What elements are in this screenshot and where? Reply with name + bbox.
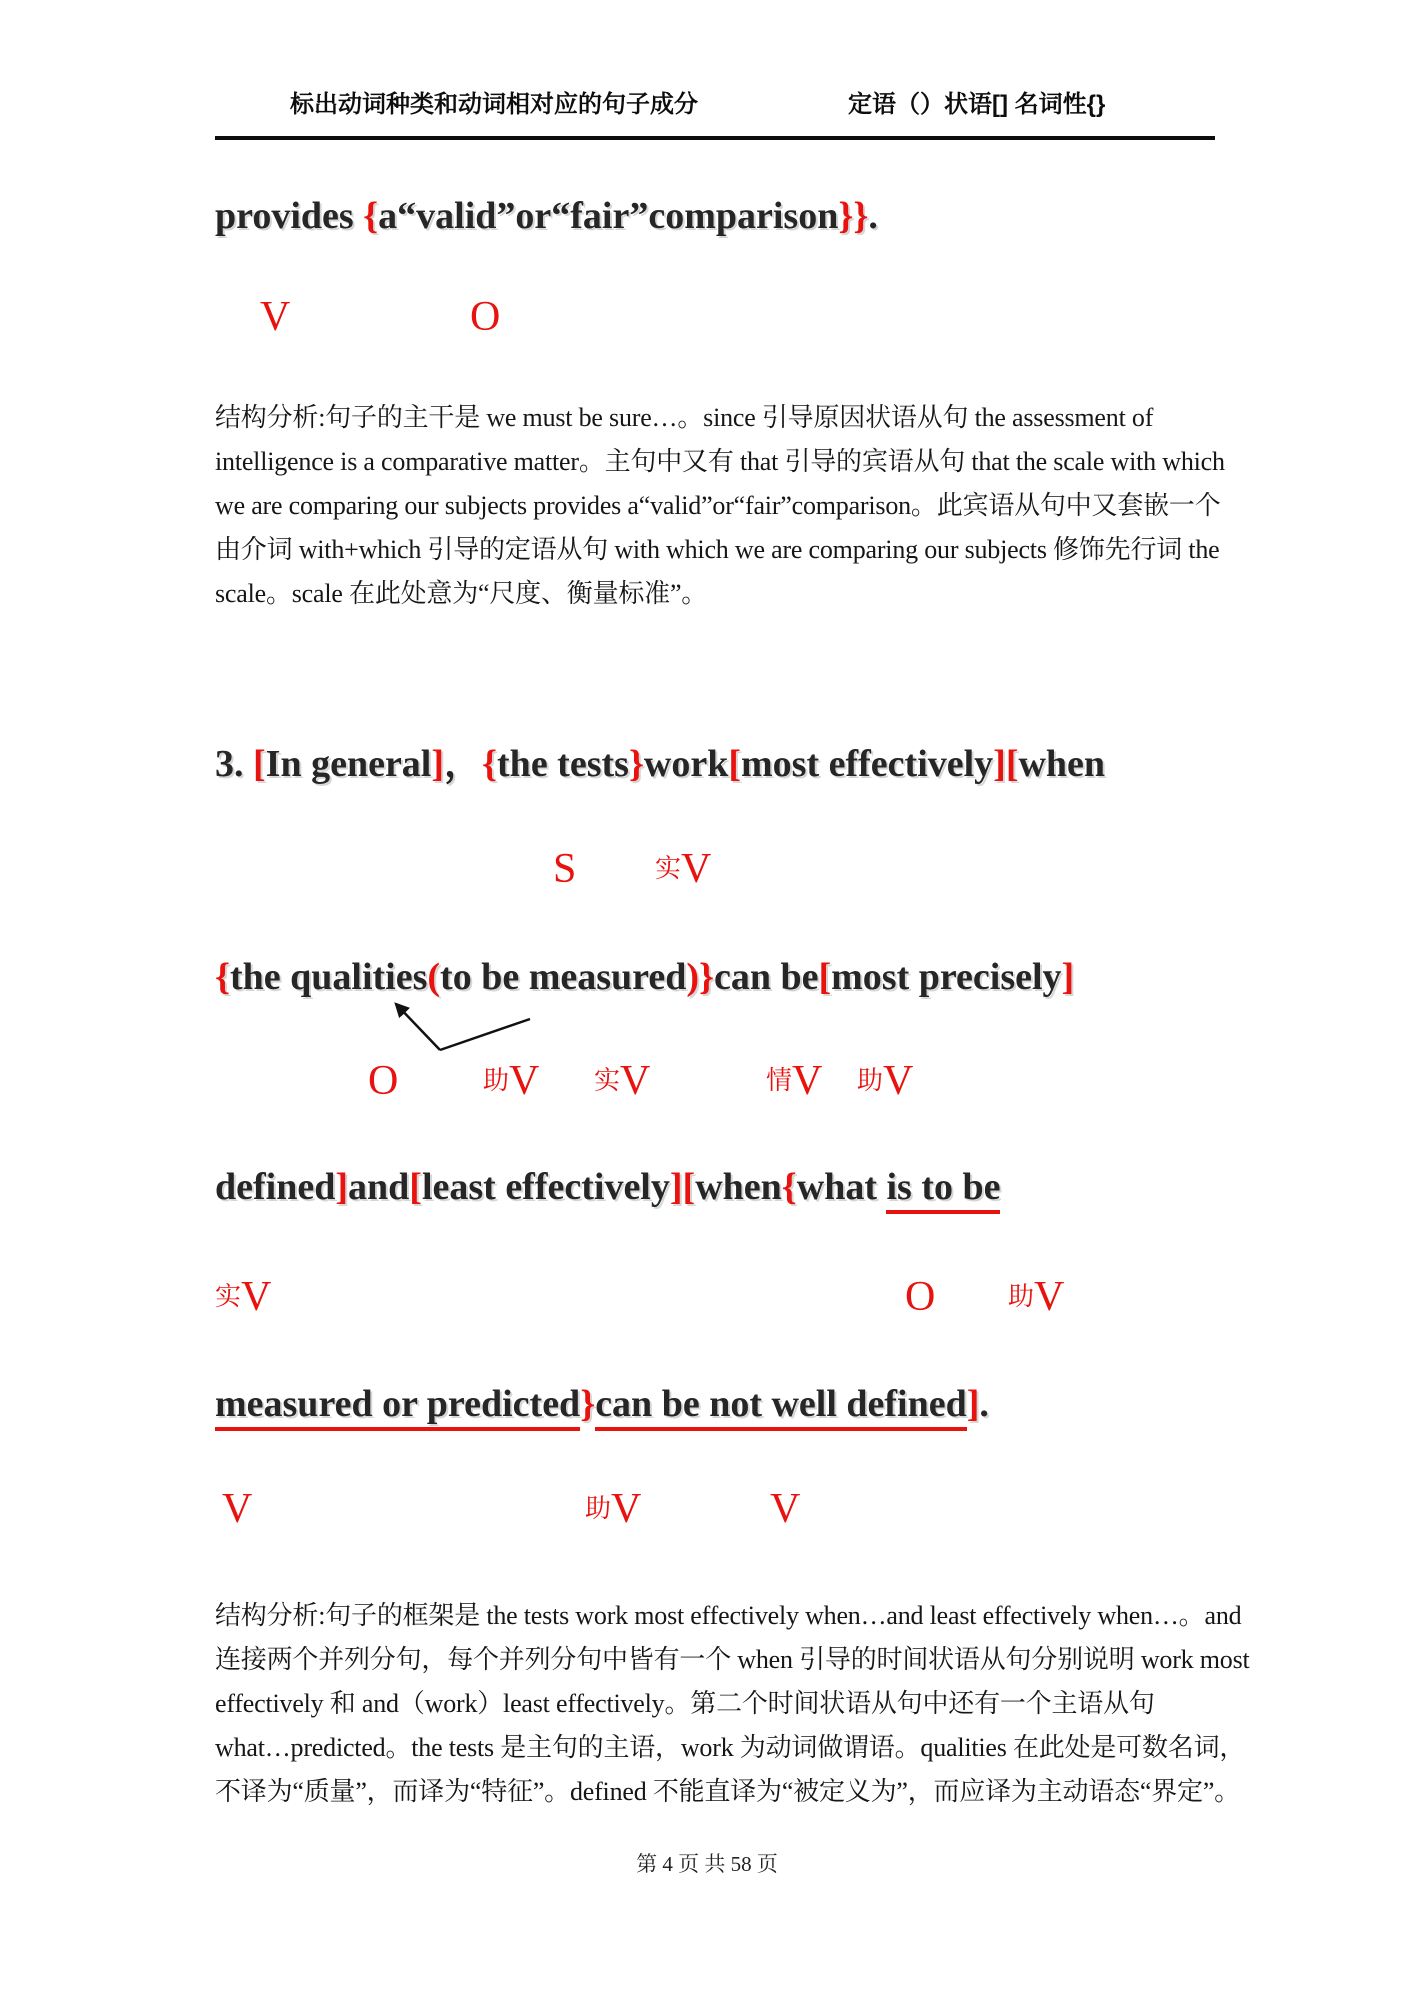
annotation-row-5 (0, 1488, 1414, 1538)
text-segment: V (509, 1058, 540, 1104)
text-segment: [ (682, 1166, 696, 1208)
sentence-line-3-3 (215, 1165, 1000, 1211)
text-segment: ] (669, 1166, 683, 1208)
footer-page-number: 第 4 页 共 58 页 (636, 1852, 778, 1876)
text-segment: ] (993, 743, 1006, 785)
annotation-v (222, 1488, 252, 1530)
text-segment: 3. (215, 743, 253, 785)
text-segment: V (620, 1058, 651, 1104)
text-segment: provides (215, 195, 364, 237)
text-segment: V (883, 1058, 914, 1104)
analysis-line: 连接两个并列分句，每个并列分句中皆有一个 when 引导的时间状语从句分别说明 work most (215, 1645, 1250, 1674)
sentence-line-3-1 (215, 742, 1105, 788)
text-segment: 助 (483, 1066, 510, 1095)
text-segment: } (580, 1383, 596, 1425)
text-segment: } (628, 743, 644, 785)
text-segment: ] (1061, 956, 1075, 998)
text-segment: }} (838, 195, 869, 237)
text-segment: { (482, 743, 498, 785)
text-segment: 实 (215, 1282, 242, 1311)
analysis-line: 结构分析:句子的框架是 the tests work most effectively when…and least effectively when…。and (215, 1601, 1242, 1630)
text-segment: 情 (766, 1066, 793, 1095)
text-segment: 助 (1008, 1282, 1035, 1311)
text-segment: [ (1005, 743, 1019, 785)
text-segment: the qualities (229, 956, 428, 998)
text-segment: In general (265, 743, 432, 785)
text-segment: most effectively (741, 743, 994, 785)
analysis-line: 由介词 with+which 引导的定语从句 with which we are comparing our subjects 修饰先行词 the (215, 535, 1220, 564)
text-segment: the tests (497, 743, 629, 785)
text-segment: ] (335, 1166, 349, 1208)
text-segment: . (979, 1383, 989, 1425)
annotation-zhu-v (585, 1488, 641, 1530)
text-segment: [ (409, 1166, 422, 1208)
text-segment: defined (215, 1166, 336, 1208)
annotation-qing-v (766, 1060, 822, 1102)
annotation-row-4 (0, 1276, 1414, 1326)
text-segment: work (643, 743, 729, 785)
text-segment: ] (431, 743, 445, 785)
analysis-paragraph-2 (215, 1594, 1275, 1814)
text-segment: V (260, 294, 291, 340)
text-segment: a“valid”or“fair”comparison (378, 195, 839, 237)
sentence-line-3-4 (215, 1382, 989, 1428)
text-segment: V (681, 846, 712, 892)
text-segment: most precisely (831, 956, 1062, 998)
text-segment: V (792, 1058, 823, 1104)
text-segment: [ (818, 956, 832, 998)
annotation-zhu-v (483, 1060, 539, 1102)
text-segment: O (905, 1274, 936, 1320)
text-segment: V (1034, 1274, 1065, 1320)
analysis-line: 结构分析:句子的主干是 we must be sure…。since 引导原因状语从句 the assessment of (215, 403, 1154, 432)
analysis-line: scale。scale 在此处意为“尺度、衡量标准”。 (215, 579, 708, 608)
annotation-row-3 (0, 1060, 1414, 1110)
text-segment: O (368, 1058, 399, 1104)
text-segment: V (222, 1486, 253, 1532)
text-segment: { (781, 1166, 797, 1208)
text-segment: [ (728, 743, 742, 785)
text-segment: is to be (886, 1166, 1000, 1214)
analysis-line: what…predicted。the tests 是主句的主语，work 为动词做谓语。qualities 在此处是可数名词， (215, 1733, 1246, 1762)
text-segment: and (348, 1166, 410, 1208)
pointer-arrow (380, 995, 540, 1057)
text-segment: { (215, 956, 230, 998)
text-segment: measured or predicted (215, 1383, 580, 1431)
text-segment: 实 (594, 1066, 621, 1095)
annotation-row-2 (0, 848, 1414, 898)
text-segment: V (241, 1274, 272, 1320)
text-segment: ( (427, 956, 441, 998)
text-segment: to be measured (440, 956, 687, 998)
text-segment: O (470, 294, 501, 340)
text-segment: can be (713, 956, 819, 998)
annotation-shi-v (594, 1060, 650, 1102)
text-segment: S (553, 846, 577, 892)
annotation-shi-v (215, 1276, 271, 1318)
text-segment: when (695, 1166, 782, 1208)
text-segment: can be not well defined (595, 1383, 967, 1431)
header-divider (215, 136, 1215, 140)
text-segment: { (363, 195, 379, 237)
annotation-shi-v (655, 848, 711, 890)
text-segment: when (1018, 743, 1106, 785)
text-segment: [ (253, 743, 266, 785)
text-segment: 助 (585, 1494, 612, 1523)
annotation-v (260, 296, 290, 338)
annotation-zhu-v (1008, 1276, 1064, 1318)
annotation-o (905, 1276, 935, 1318)
text-segment: least effectively (421, 1166, 670, 1208)
text-segment: 实 (655, 854, 682, 883)
annotation-row-1 (0, 296, 1414, 346)
header-right-legend: 定语（）状语[] 名词性{} (848, 91, 1106, 118)
annotation-v (770, 1488, 800, 1530)
annotation-o (368, 1060, 398, 1102)
text-segment: ) (686, 956, 699, 998)
text-segment: ] (966, 1383, 980, 1425)
text-segment: V (611, 1486, 642, 1532)
annotation-s (553, 848, 576, 890)
annotation-o (470, 296, 500, 338)
analysis-line: 不译为“质量”，而译为“特征”。defined 不能直译为“被定义为”，而应译为主动语态“界定”。 (215, 1777, 1240, 1806)
sentence-line-provides (215, 194, 878, 240)
text-segment: 助 (857, 1066, 884, 1095)
header-left-title: 标出动词种类和动词相对应的句子成分 (290, 91, 698, 118)
text-segment: . (868, 195, 878, 237)
annotation-zhu-v (857, 1060, 913, 1102)
sentence-line-3-2 (215, 955, 1074, 1001)
text-segment: what (796, 1166, 887, 1208)
analysis-line: effectively 和 and（work）least effectively。第二个时间状语从句中还有一个主语从句 (215, 1689, 1155, 1718)
analysis-line: intelligence is a comparative matter。主句中又有 that 引导的宾语从句 that the scale with which (215, 447, 1225, 476)
text-segment: V (770, 1486, 801, 1532)
text-segment: ， (444, 743, 483, 785)
analysis-line: we are comparing our subjects provides a“valid”or“fair”comparison。此宾语从句中又套嵌一个 (215, 491, 1221, 520)
analysis-paragraph-1 (215, 396, 1275, 616)
text-segment: } (698, 956, 714, 998)
